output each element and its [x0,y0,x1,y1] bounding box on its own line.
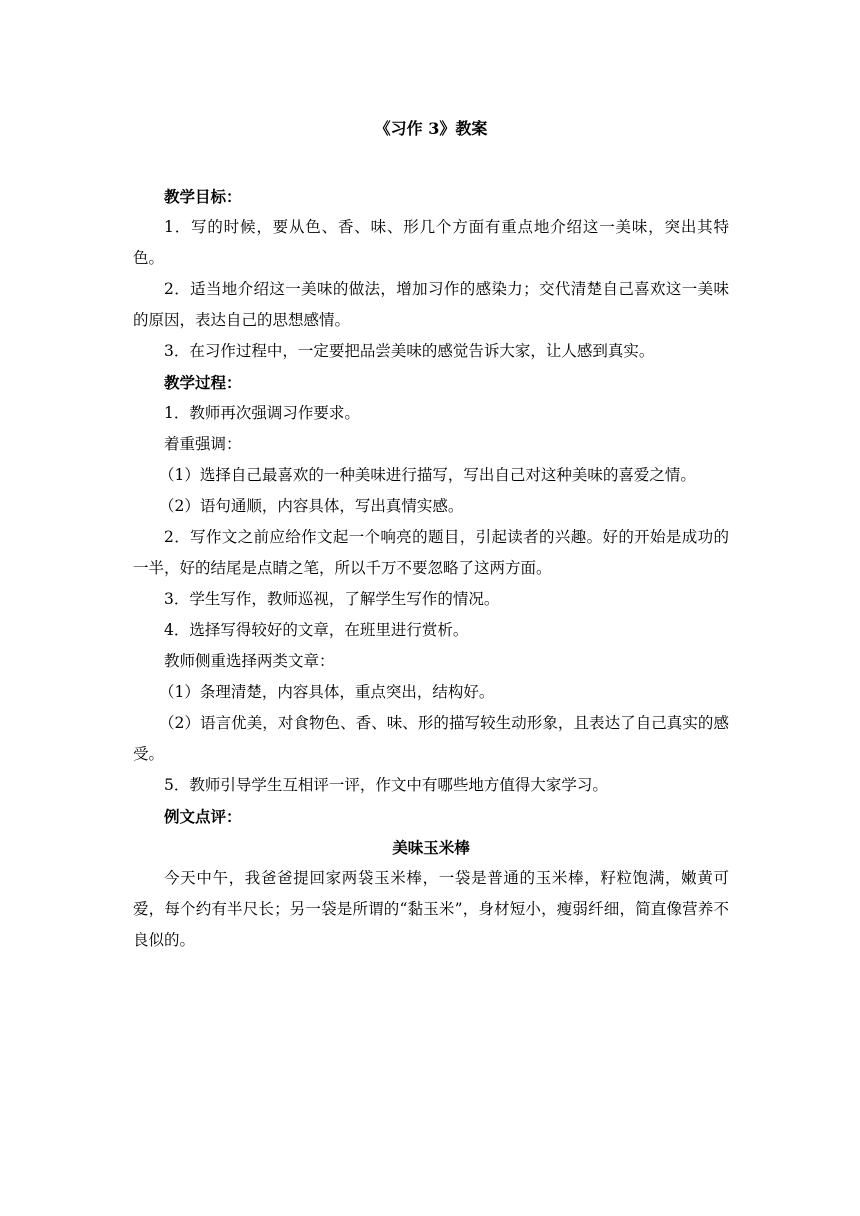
example-heading: 例文点评： [164,807,242,826]
process-step: 2．写作文之前应给作文起一个响亮的题目，引起读者的兴趣。好的开始是成功的一半，好的结尾是点睛之笔，所以千万不要忽略了这两方面。 [133,528,729,577]
goals-heading: 教学目标： [164,187,242,206]
emphasis-label: 着重强调： [164,435,242,453]
emphasis-item: （1）选择自己最喜欢的一种美味进行描写，写出自己对这种美味的喜爱之情。 [159,466,696,484]
goal-item: 2．适当地介绍这一美味的做法，增加习作的感染力；交代清楚自己喜欢这一美味的原因，表达自己的思想感情。 [133,280,729,329]
selection-item: （1）条理清楚，内容具体，重点突出，结构好。 [159,683,495,701]
process-step: 3．学生写作，教师巡视，了解学生写作的情况。 [164,590,500,608]
goal-item: 1．写的时候，要从色、香、味、形几个方面有重点地介绍这一美味，突出其特色。 [133,218,729,267]
essay-paragraph: 今天中午，我爸爸提回家两袋玉米棒，一袋是普通的玉米棒，籽粒饱满，嫩黄可爱，每个约有半尺长；另一袋是所谓的“黏玉米”，身材短小，瘦弱纤细，简直像营养不良似的。 [133,869,729,949]
process-heading: 教学过程： [164,373,242,392]
selection-label: 教师侧重选择两类文章： [164,652,335,670]
process-step: 5．教师引导学生互相评一评，作文中有哪些地方值得大家学习。 [164,776,608,794]
document-body [133,113,729,956]
goal-item: 3．在习作过程中，一定要把品尝美味的感觉告诉大家，让人感到真实。 [164,342,655,360]
selection-item: （2）语言优美，对食物色、香、味、形的描写较生动形象，且表达了自己真实的感受。 [133,714,729,763]
process-step: 1．教师再次强调习作要求。 [164,404,360,422]
essay-title: 美味玉米棒 [392,838,470,857]
document-title: 《习作 3》教案 [374,119,488,138]
process-step: 4．选择写得较好的文章，在班里进行赏析。 [164,621,469,639]
emphasis-item: （2）语句通顺，内容具体，写出真情实感。 [159,497,464,515]
